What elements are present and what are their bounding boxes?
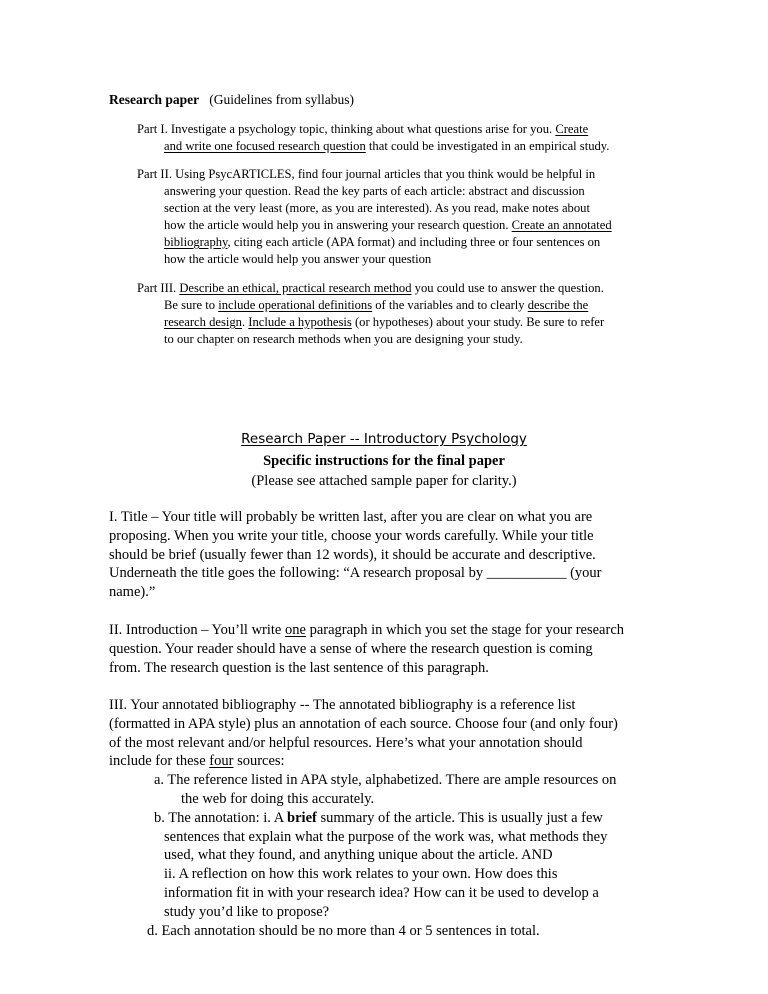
syllabus-part-2: Part II. Using PsycARTICLES, find four journal articles that you think would be helpful in answering your question. Read the key parts of each article: abstract and discussion section at the very least (more, as you are interested). As you read, make notes about how the article would help you in answering your research question. Create an annotated bibliography, citing each article (APA format) and including three or four sentences on how the article would help you answer your question xyxy=(137,167,612,266)
paper-subtitle: Specific instructions for the final paper xyxy=(263,453,505,469)
list-item: a. The reference listed in APA style, alphabetized. There are ample resources on xyxy=(154,772,617,789)
syllabus-part-1: Part I. Investigate a psychology topic, thinking about what questions arise for you. Create and write one focused research question that could be investigated in an empirical study. xyxy=(137,122,610,153)
paper-note: (Please see attached sample paper for clarity.) xyxy=(251,473,517,489)
syllabus-heading xyxy=(109,92,354,108)
list-item: b. The annotation: i. A brief summary of the article. This is usually just a few xyxy=(154,809,603,826)
section-introduction: II. Introduction – You’ll write one paragraph in which you set the stage for your research question. Your reader should have a sense of where the research question is coming from. The research question is the last sentence of this paragraph. xyxy=(109,622,625,676)
section-title: I. Title – Your title will probably be written last, after you are clear on what you are proposing. When you write your title, choose your words carefully. While your title should be brief (usually fewer than 12 words), it should be accurate and descriptive. Underneath the title goes the following: “A research proposal by ___________ (your name).” xyxy=(109,509,602,601)
syllabus-heading-note: (Guidelines from syllabus) xyxy=(209,92,354,107)
syllabus-part-3: Part III. Describe an ethical, practical research method you could use to answer the question. Be sure to include operational definitions of the variables and to clearly describe the research design. Include a hypothesis (or hypotheses) about your study. Be sure to refer to our chapter on research methods when you are designing your study. xyxy=(137,281,605,346)
list-item: d. Each annotation should be no more than 4 or 5 sentences in total. xyxy=(147,922,540,939)
paper-title: Research Paper -- Introductory Psychology xyxy=(241,431,527,447)
section-annotated-bibliography: III. Your annotated bibliography -- The annotated bibliography is a reference list (formatted in APA style) plus an annotation of each source. Choose four (and only four) of the most relevant and/or helpful resources. Here’s what your annotation should include for these four sources: a. The reference listed in APA style, alphabetized. There are ample resources on the web for doing this accurately. b. The annotation: i. A brief summary of the article. This is usually just a few sentences that explain what the purpose of the work was, what methods they used, what they found, and anything unique about the article. AND ii. A reflection on how this work relates to your own. How does this information fit in with your research idea? How can it be used to develop a study you’d like to propose? d. Each annotation should be no more than 4 or 5 sentences in total. xyxy=(109,696,669,940)
syllabus-heading-title: Research paper xyxy=(109,92,200,107)
